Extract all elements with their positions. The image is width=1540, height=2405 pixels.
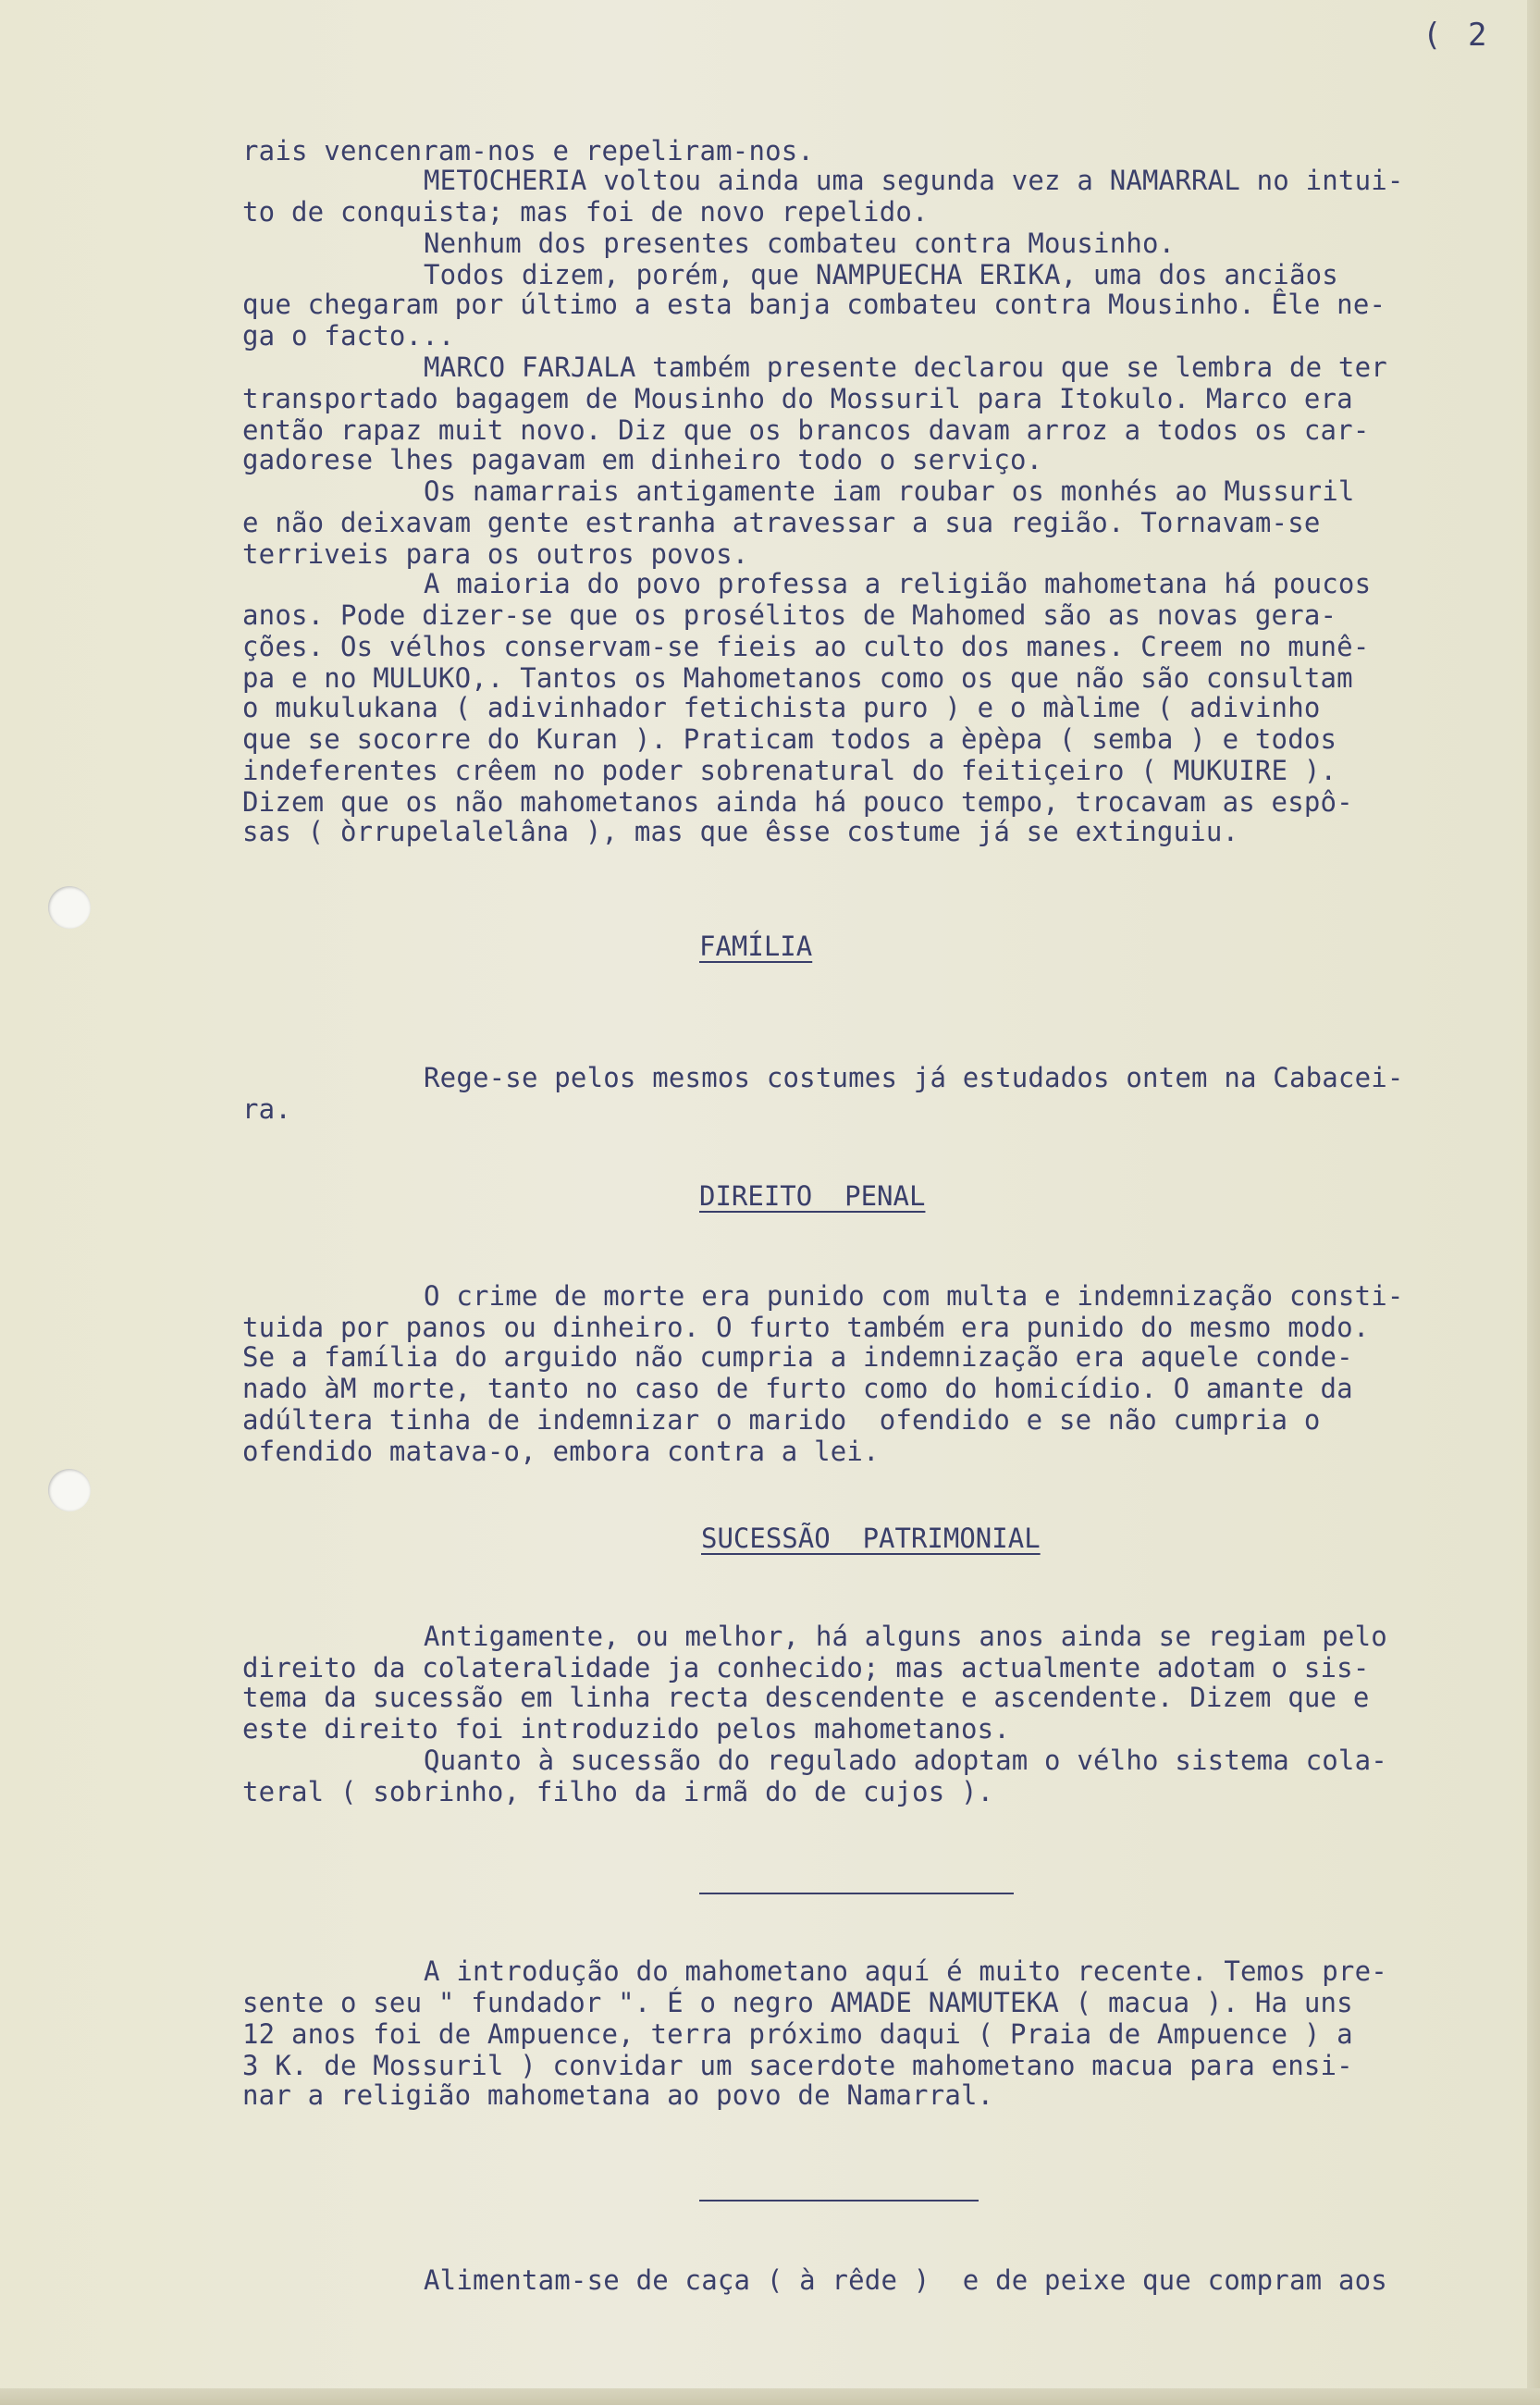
text-line: O crime de morte era punido com multa e indemnização consti- bbox=[424, 1280, 1404, 1312]
text-line: Todos dizem, porém, que NAMPUECHA ERIKA, uma dos anciãos bbox=[424, 259, 1338, 290]
text-line: gadorese lhes pagavam em dinheiro todo o serviço. bbox=[242, 444, 1043, 475]
text-line: Antigamente, ou melhor, há alguns anos ainda se regiam pelo bbox=[424, 1621, 1387, 1652]
text-line: direito da colateralidade ja conhecido; mas actualmente adotam o sis- bbox=[242, 1652, 1370, 1684]
page-edge bbox=[1527, 0, 1540, 2405]
punch-hole bbox=[48, 1469, 91, 1511]
text-line: to de conquista; mas foi de novo repelido. bbox=[242, 196, 929, 228]
text-line: tuida por panos ou dinheiro. O furto também era punido do mesmo modo. bbox=[242, 1312, 1370, 1343]
text-line: Alimentam-se de caça ( à rêde ) e de peixe que compram aos bbox=[424, 2264, 1387, 2296]
text-line: anos. Pode dizer-se que os prosélitos de Mahomed são as novas gera- bbox=[242, 599, 1337, 631]
text-line: nado àM morte, tanto no caso de furto como do homicídio. O amante da bbox=[242, 1373, 1353, 1404]
text-line: Os namarrais antigamente iam roubar os monhés ao Mussuril bbox=[424, 475, 1355, 507]
section-heading-sucessao-patrimonial: SUCESSÃO PATRIMONIAL bbox=[701, 1523, 1041, 1554]
text-line: Dizem que os não mahometanos ainda há pouco tempo, trocavam as espô- bbox=[242, 786, 1353, 818]
text-line: Rege-se pelos mesmos costumes já estudados ontem na Cabacei- bbox=[424, 1062, 1404, 1093]
text-line: A maioria do povo professa a religião mahometana há poucos bbox=[424, 568, 1372, 599]
text-line: transportado bagagem de Mousinho do Mossuril para Itokulo. Marco era bbox=[242, 383, 1353, 414]
text-line: o mukulukana ( adivinhador fetichista puro ) e o màlime ( adivinho bbox=[242, 692, 1321, 723]
page-bottom-edge bbox=[0, 2388, 1540, 2405]
text-line: rais vencenram-nos e repeliram-nos. bbox=[242, 135, 815, 166]
text-line: sente o seu " fundador ". É o negro AMADE NAMUTEKA ( macua ). Ha uns bbox=[242, 1987, 1353, 2018]
text-line: que chegaram por último a esta banja combateu contra Mousinho. Êle ne- bbox=[242, 289, 1386, 320]
text-line: ções. Os vélhos conservam-se fieis ao culto dos manes. Creem no munê- bbox=[242, 631, 1370, 662]
text-line: tema da sucessão em linha recta descendente e ascendente. Dizem que e bbox=[242, 1682, 1370, 1713]
text-line: 12 anos foi de Ampuence, terra próximo daqui ( Praia de Ampuence ) a bbox=[242, 2018, 1353, 2050]
text-line: sas ( òrrupelalelâna ), mas que êsse costume já se extinguiu. bbox=[242, 816, 1239, 847]
text-line: este direito foi introduzido pelos mahometanos. bbox=[242, 1713, 1010, 1745]
section-divider bbox=[699, 1893, 1014, 1894]
punch-hole bbox=[48, 886, 91, 929]
text-line: e não deixavam gente estranha atravessar a sua região. Tornavam-se bbox=[242, 507, 1321, 538]
section-divider bbox=[699, 2200, 979, 2202]
text-line: indeferentes crêem no poder sobrenatural do feitiçeiro ( MUKUIRE ). bbox=[242, 755, 1337, 786]
text-line: adúltera tinha de indemnizar o marido ofendido e se não cumpria o bbox=[242, 1404, 1321, 1436]
text-line: terriveis para os outros povos. bbox=[242, 538, 749, 570]
text-line: A introdução do mahometano aquí é muito recente. Temos pre- bbox=[424, 1955, 1387, 1987]
page-number: ( 2 bbox=[1423, 17, 1491, 54]
text-line: Nenhum dos presentes combateu contra Mousinho. bbox=[424, 228, 1176, 259]
text-line: pa e no MULUKO,. Tantos os Mahometanos como os que não são consultam bbox=[242, 662, 1353, 694]
text-line: ra. bbox=[242, 1093, 291, 1125]
text-line: nar a religião mahometana ao povo de Namarral. bbox=[242, 2079, 994, 2111]
text-line: Se a família do arguido não cumpria a indemnização era aquele conde- bbox=[242, 1341, 1353, 1373]
text-line: 3 K. de Mossuril ) convidar um sacerdote mahometano macua para ensi- bbox=[242, 2050, 1353, 2081]
text-line: então rapaz muit novo. Diz que os brancos davam arroz a todos os car- bbox=[242, 414, 1370, 446]
text-line: teral ( sobrinho, filho da irmã do de cujos ). bbox=[242, 1776, 994, 1807]
text-line: Quanto à sucessão do regulado adoptam o vélho sistema cola- bbox=[424, 1745, 1387, 1776]
text-line: METOCHERIA voltou ainda uma segunda vez a NAMARRAL no intui- bbox=[424, 165, 1404, 196]
text-line: ofendido matava-o, embora contra a lei. bbox=[242, 1436, 880, 1467]
text-line: MARCO FARJALA também presente declarou que se lembra de ter bbox=[424, 352, 1387, 383]
section-heading-direito-penal: DIREITO PENAL bbox=[699, 1180, 926, 1212]
text-line: que se socorre do Kuran ). Praticam todos a èpèpa ( semba ) e todos bbox=[242, 723, 1337, 755]
text-line: ga o facto... bbox=[242, 320, 455, 352]
section-heading-familia: FAMÍLIA bbox=[699, 931, 813, 962]
